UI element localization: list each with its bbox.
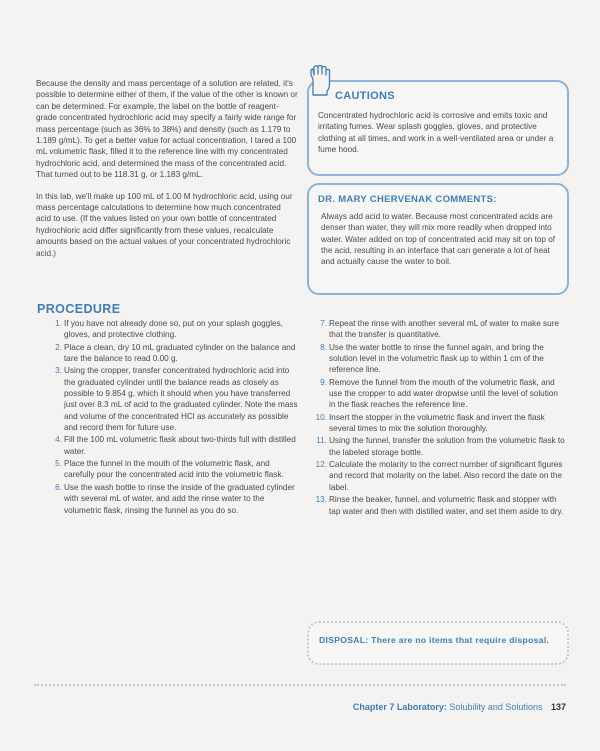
step-text: Fill the 100 mL volumetric flask about two-thirds full with distilled water. — [64, 435, 296, 456]
step-text: Place a clean, dry 10 mL graduated cylinder on the balance and tare the balance to read 0.00 g. — [64, 342, 296, 364]
step-number: 7. — [320, 319, 327, 328]
procedure-step — [311, 318, 565, 341]
cautions-body: Concentrated hydrochloric acid is corrosive and emits toxic and irritating fumes. Wear splash goggles, gloves, and protective clothing at all times, and work in a well-ventilated area or under a fume hood. — [318, 111, 554, 154]
intro-text — [36, 78, 298, 269]
step-number: 13. — [315, 495, 327, 505]
procedure-step — [311, 494, 565, 517]
page-number: 137 — [550, 702, 566, 712]
step-number: 12. — [315, 460, 327, 470]
step-text: Rinse the beaker, funnel, and volumetric flask and stopper with tap water and then with distilled water, and set them aside to dry. — [329, 495, 564, 516]
intro-paragraph-2: In this lab, we'll make up 100 mL of 1.00 M hydrochloric acid, using our mass percentage calculations to determine how much concentrated acid to use. (If the values listed on your own bottle of concentrated hydrochloric acid differ significantly from these values, recalculate amounts based on the actual values of your concentrated hydrochloric acid.) — [36, 191, 293, 258]
procedure-steps-right — [311, 318, 565, 518]
comments-box — [307, 183, 569, 295]
step-text: Using the cropper, transfer concentrated hydrochloric acid into the graduated cylinder until the balance reads as closely as possible to 9.854 g, which it should when you have transferred just over 8.3 mL of acid to the graduated cylinder. Note the mass and volume of the concentrated HCl as accurately as possible and record them for future use. — [64, 366, 298, 433]
step-number: 3. — [55, 366, 62, 376]
procedure-steps-left — [46, 318, 298, 517]
disposal-box — [307, 621, 569, 665]
step-text: Repeat the rinse with another several mL of water to make sure that the transfer is quantitative. — [329, 319, 559, 340]
step-number: 9. — [320, 377, 327, 387]
step-number: 1. — [55, 319, 62, 328]
step-number: 6. — [55, 482, 62, 492]
step-number: 11. — [316, 436, 327, 446]
procedure-step — [311, 412, 565, 435]
procedure-step — [311, 342, 565, 376]
step-number: 5. — [55, 459, 62, 469]
page-footer — [353, 702, 566, 712]
comments-title: DR. MARY CHERVENAK COMMENTS: — [318, 194, 497, 205]
procedure-step — [311, 435, 565, 458]
procedure-step — [311, 377, 565, 411]
step-number: 4. — [55, 435, 62, 445]
step-text: Use the wash bottle to rinse the inside of the graduated cylinder with several mL of water, and add the rinse water to the volumetric flask, rinsing the funnel as you do so. — [64, 482, 295, 515]
step-number: 8. — [320, 342, 327, 352]
step-text: Use the water bottle to rinse the funnel again, and bring the solution level in the volumetric flask up to within 1 cm of the reference line. — [329, 342, 544, 375]
procedure-step — [46, 482, 298, 516]
step-text: Place the funnel in the mouth of the volumetric flask, and carefully pour the concentrated acid into the volumetric flask. — [64, 459, 284, 480]
footer-chapter: Chapter 7 Laboratory: — [352, 702, 447, 712]
step-text: Calculate the molarity to the correct number of significant figures and record that molarity on the label. Also record the date on the label. — [329, 460, 563, 492]
comments-body: Always add acid to water. Because most concentrated acids are denser than water, they will mix more readily when dropped into water. Water added on top of concentrated acid may sit on top of the acid, resulting in an interface that can generate a lot of heat and actually cause the water to boil. — [321, 212, 556, 267]
footer-rule — [34, 684, 566, 686]
footer-section: Solubility and Solutions — [449, 702, 543, 712]
cautions-title: CAUTIONS — [335, 90, 395, 102]
procedure-step — [46, 434, 298, 457]
procedure-step — [46, 342, 298, 365]
procedure-step — [46, 365, 298, 433]
intro-paragraph-1: Because the density and mass percentage of a solution are related, it's possible to determine either of them, if the value of the other is known or can be determined. For example, the label on the bottle of reagent-grade concentrated hydrochloric acid may specify a fairly wide range for mass percentage (such as 36% to 38%) and density (such as 1.179 to 1.189 g/mL). To get a better value for actual concentration, I tared a 100 mL volumetric flask, filled it to the reference line with my concentrated hydrochloric acid, and determined the mass of the concentrated acid. That turned out to be 118.31 g, or 1.183 g/mL. — [36, 79, 298, 180]
step-text: Using the funnel, transfer the solution from the volumetric flask to the labeled storage bottle. — [329, 436, 565, 457]
step-number: 2. — [55, 342, 62, 352]
step-text: Insert the stopper in the volumetric flask and invert the flask several times to mix the solution thoroughly. — [329, 412, 545, 434]
procedure-title: PROCEDURE — [37, 302, 121, 316]
disposal-text: DISPOSAL: There are no items that require disposal. — [319, 635, 550, 645]
cautions-box — [307, 80, 569, 176]
step-text: Remove the funnel from the mouth of the volumetric flask, and use the cropper to add water dropwise until the level of solution in the flask reaches the reference line. — [329, 377, 558, 410]
procedure-step — [311, 459, 565, 493]
procedure-step — [46, 318, 298, 341]
glove-icon — [308, 65, 332, 99]
step-text: If you have not already done so, put on your splash goggles, gloves, and protective clothing. — [64, 319, 283, 340]
procedure-step — [46, 458, 298, 481]
step-number: 10. — [315, 412, 327, 422]
